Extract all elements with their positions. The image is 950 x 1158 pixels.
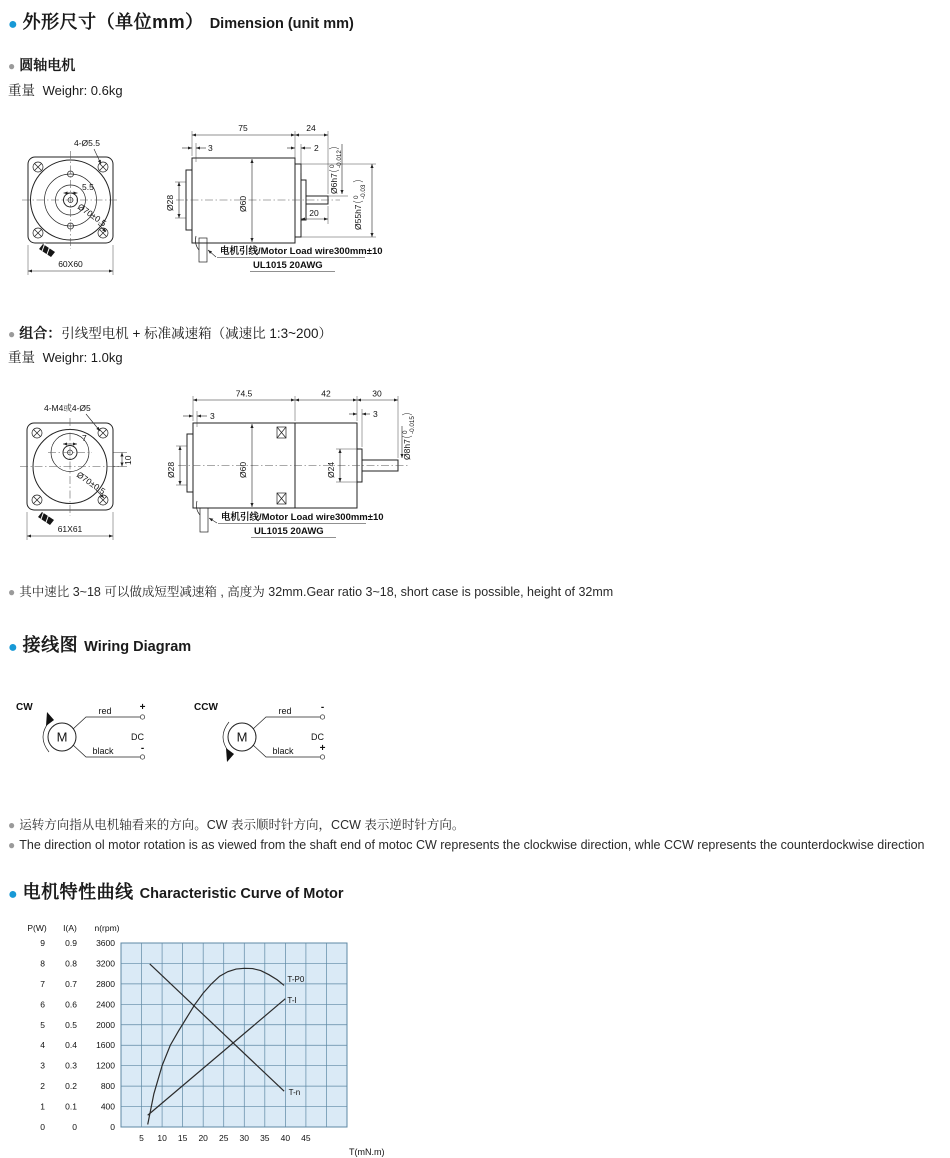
x-axis-tick: 20	[198, 1133, 208, 1143]
bolt-hole-icon	[98, 162, 108, 172]
dim-rear-step: 3	[208, 143, 213, 153]
motor-dimension-drawing	[10, 118, 430, 298]
motor-front-view	[22, 138, 119, 275]
axis-tick: 7	[40, 978, 45, 989]
curve-title-en: Characteristic Curve of Motor	[139, 886, 344, 902]
dim-rear-boss-dia: Ø28	[165, 194, 175, 211]
axis-tick: 1200	[96, 1060, 115, 1071]
axis-header: I(A)	[63, 923, 77, 933]
dim-body-length: 75	[238, 123, 248, 133]
axis-tick: 2800	[96, 978, 115, 989]
x-axis-tick: 35	[260, 1133, 270, 1143]
axis-tick: 1600	[96, 1040, 115, 1051]
axis-tick: 0.7	[65, 978, 77, 989]
bolt-hole-icon	[98, 495, 108, 505]
shaft-tolerance-label	[402, 414, 416, 461]
x-axis-label: T(mN.m)	[349, 1147, 385, 1157]
cw-black-wire-label: black	[92, 746, 114, 756]
series-label-T-P0: T-P0	[287, 974, 305, 984]
motor-symbol: M	[236, 729, 248, 745]
spigot-tolerance-label	[353, 181, 367, 231]
dim-rear-boss-dia: Ø28	[166, 461, 176, 478]
axis-tick: 3200	[96, 958, 115, 969]
axis-tick: 0	[110, 1122, 115, 1132]
dim-front-step: 3	[373, 409, 378, 419]
dim-boss-dia: Ø24	[326, 461, 336, 478]
axis-tick: 0.1	[65, 1101, 77, 1112]
blue-bullet-icon: ●	[8, 886, 18, 903]
gray-bullet-icon: ●	[8, 585, 16, 599]
axis-tick: 0.5	[65, 1019, 77, 1030]
dim-bolt-note: 4-Ø5.5	[74, 138, 100, 148]
lead-wire-icon	[38, 511, 54, 525]
x-axis-tick: 25	[218, 1133, 229, 1143]
axis-tick: 0.9	[65, 938, 77, 948]
x-axis-tick: 45	[301, 1133, 311, 1143]
axis-tick: 2	[40, 1081, 45, 1092]
axis-tick: 8	[40, 958, 45, 969]
wiring-note-en-text: The direction ol motor rotation is as viewed from the shaft end of motoc CW represents the clockwise direction, whle CCW represents the counterdockwise direction	[19, 838, 925, 852]
motor-symbol: M	[56, 729, 68, 745]
dim-bolt-note: 4-M4或4-Ø5	[44, 403, 91, 413]
bolt-hole-icon	[33, 162, 43, 172]
svg-text:0: 0	[402, 430, 409, 434]
axis-tick: 1	[40, 1101, 45, 1112]
wiring-title-en: Wiring Diagram	[84, 639, 192, 655]
plot-area	[121, 943, 347, 1127]
dim-shaft: 7	[82, 433, 87, 443]
svg-text:0: 0	[329, 164, 336, 168]
lead-wire-icon	[196, 501, 208, 532]
section-title-dimension	[8, 8, 354, 34]
x-axis-tick: 30	[239, 1133, 250, 1143]
x-axis-tick: 10	[157, 1133, 167, 1143]
dim-square: 61X61	[57, 524, 83, 534]
bolt-hole-icon	[32, 495, 42, 505]
axis-tick: 0.8	[65, 958, 77, 969]
dim-shaft-length: 20	[309, 208, 319, 218]
wiring-title-zh: 接线图	[22, 635, 79, 655]
wiring-ccw	[194, 702, 326, 762]
gray-bullet-icon: ●	[8, 818, 16, 832]
axis-tick: 2000	[96, 1019, 115, 1030]
series-label-T-I: T-I	[287, 996, 297, 1006]
axis-tick: 5	[40, 1019, 45, 1030]
axis-tick: 3	[40, 1060, 45, 1071]
lead-wire-icon	[195, 236, 207, 262]
curve-title-zh: 电机特性曲线	[22, 882, 134, 902]
dim-shaft: 5.5	[82, 182, 94, 192]
motor-weight-line	[8, 79, 123, 99]
dim-body-dia: Ø60	[238, 195, 248, 212]
ccw-top-sign: -	[320, 702, 325, 713]
combo-front-view	[20, 403, 133, 540]
axis-tick: 800	[100, 1081, 115, 1092]
wire-note-line2: UL1015 20AWG	[254, 526, 324, 537]
cw-label: CW	[16, 702, 33, 713]
bolt-hole-icon	[33, 228, 43, 238]
wiring-diagram	[10, 695, 350, 775]
dim-gearbox-length: 42	[321, 388, 331, 399]
cw-red-wire-label: red	[98, 706, 112, 716]
ccw-dc-label: DC	[311, 732, 324, 742]
gear-ratio-note	[8, 582, 613, 600]
axis-header: n(rpm)	[94, 923, 120, 933]
subsection-round-shaft-motor	[8, 55, 75, 75]
x-axis-tick: 5	[139, 1133, 144, 1143]
axis-tick: 400	[100, 1101, 115, 1112]
dim-motor-length: 74.5	[235, 388, 253, 399]
ccw-label: CCW	[194, 702, 218, 713]
ccw-rotation-arrow-icon	[226, 748, 234, 762]
axis-tick: 0.3	[65, 1060, 77, 1071]
bolt-hole-icon	[98, 428, 108, 438]
round-shaft-motor-heading: 圆轴电机	[19, 57, 76, 73]
svg-text:-0.03: -0.03	[360, 184, 367, 199]
series-label-T-n: T-n	[288, 1088, 301, 1098]
motor-weight-value: Weighr: 0.6kg	[42, 83, 123, 98]
combo-weight-line	[8, 346, 123, 366]
dimension-title-zh: 外形尺寸（单位mm）	[22, 12, 204, 32]
subsection-combination	[8, 322, 332, 343]
wiring-note-zh-text: 运转方向指从电机轴看来的方向。CW 表示顺时针方向，CCW 表示逆时针方向。	[19, 818, 465, 832]
gray-bullet-icon: ●	[8, 838, 16, 852]
axis-tick: 0.6	[65, 999, 77, 1010]
svg-text:0: 0	[353, 195, 360, 199]
weight-label-zh: 重量	[8, 83, 35, 98]
cw-dc-label: DC	[131, 732, 144, 742]
bolt-hole-icon	[98, 228, 108, 238]
dim-shaft-length: 30	[372, 388, 382, 399]
dim-pilot-dia: Ø70±0.5	[75, 201, 109, 229]
svg-text:Ø8h7: Ø8h7	[402, 439, 412, 460]
axis-tick: 0	[72, 1122, 77, 1132]
gray-bullet-icon: ●	[8, 327, 16, 341]
lead-wire-icon	[39, 243, 55, 257]
blue-bullet-icon: ●	[8, 639, 18, 656]
axis-tick: 9	[40, 938, 45, 948]
section-title-curve	[8, 878, 344, 904]
gray-bullet-icon: ●	[8, 59, 16, 73]
wiring-note-en	[8, 838, 925, 852]
cw-bottom-sign: -	[140, 743, 145, 754]
axis-tick: 3600	[96, 938, 115, 948]
axis-tick: 0.4	[65, 1040, 77, 1051]
wire-note-line1: 电机引线/Motor Load wire300mm±10	[220, 246, 383, 257]
dim-pilot-dia: Ø70±0.5	[74, 469, 108, 497]
cw-rotation-arrow-icon	[46, 712, 54, 726]
motor-side-view	[165, 123, 383, 272]
axis-tick: 6	[40, 999, 45, 1010]
combo-heading-rest: 引线型电机 + 标准减速箱（减速比 1:3~200）	[61, 326, 333, 341]
wiring-cw	[16, 702, 146, 759]
wire-note-line2: UL1015 20AWG	[253, 260, 323, 271]
ccw-bottom-sign: +	[319, 743, 326, 754]
combo-dimension-drawing	[10, 388, 430, 553]
svg-text:-0.015: -0.015	[409, 416, 416, 434]
axis-tick: 2400	[96, 999, 115, 1010]
dim-body-dia: Ø60	[238, 461, 248, 478]
weight-label-zh: 重量	[8, 350, 35, 365]
axis-tick: 0.2	[65, 1081, 77, 1092]
ccw-red-wire-label: red	[278, 706, 292, 716]
svg-text:Ø6h7: Ø6h7	[329, 173, 339, 194]
svg-text:Ø55h7: Ø55h7	[353, 204, 363, 230]
axis-tick: 0	[40, 1122, 45, 1132]
x-axis-tick: 40	[280, 1133, 291, 1143]
shaft-tolerance-label	[329, 148, 343, 195]
combo-heading-lead: 组合：	[19, 325, 62, 341]
dim-rear-step: 3	[210, 411, 215, 421]
section-title-wiring	[8, 631, 191, 657]
wire-note-line1: 电机引线/Motor Load wire300mm±10	[221, 512, 384, 523]
combo-weight-value: Weighr: 1.0kg	[42, 350, 123, 365]
ccw-black-wire-label: black	[272, 746, 294, 756]
svg-text:-0.012: -0.012	[336, 150, 343, 168]
dim-square: 60X60	[58, 259, 83, 269]
characteristic-curve-chart	[15, 915, 435, 1158]
blue-bullet-icon: ●	[8, 16, 18, 33]
bolt-hole-icon	[32, 428, 42, 438]
combo-side-view	[166, 389, 416, 538]
dim-offset: 10	[123, 455, 133, 465]
wiring-note-zh	[8, 815, 464, 833]
gear-ratio-note-text: 其中速比 3~18 可以做成短型减速箱 , 高度为 32mm.Gear ratio 3~18, short case is possible, height of 32mm	[19, 585, 614, 599]
dim-front-length: 24	[306, 123, 316, 133]
dim-spigot-length: 2	[314, 143, 319, 153]
dimension-title-en: Dimension (unit mm)	[209, 16, 354, 32]
cw-top-sign: +	[139, 702, 146, 713]
axis-tick: 4	[40, 1040, 45, 1051]
axis-header: P(W)	[27, 923, 47, 933]
x-axis-tick: 15	[177, 1133, 188, 1143]
